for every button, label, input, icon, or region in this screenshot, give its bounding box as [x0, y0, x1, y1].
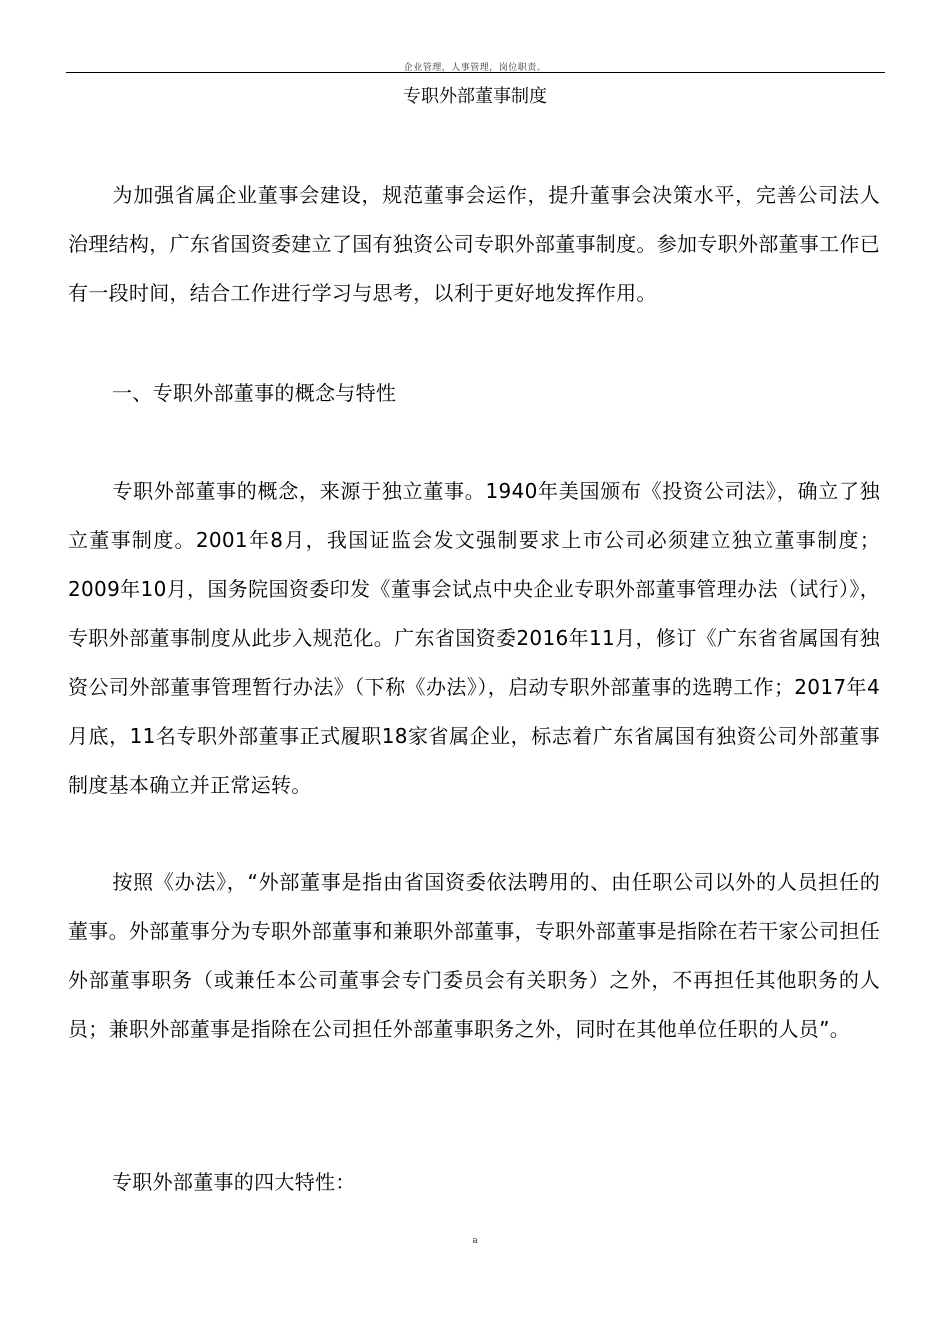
definition-paragraph: [68, 858, 880, 1054]
intro-paragraph: [68, 171, 880, 318]
features-lead: [68, 1158, 880, 1207]
running-header: 企业管理，人事管理，岗位职责。: [403, 63, 547, 73]
features-lead-text: 专职外部董事的四大特性：: [112, 1170, 356, 1194]
section-heading-text: 一、专职外部董事的概念与特性: [112, 381, 397, 405]
page-marker: a: [472, 1236, 478, 1246]
definition-paragraph-text: 按照《办法》，“外部董事是指由省国资委依法聘用的、由任职公司以外的人员担任的董事。外部董事分为专职外部董事和兼职外部董事，专职外部董事是指除在若干家公司担任外部董事职务（或兼任本公司董事会专门委员会有关职务）之外，不再担任其他职务的人员；兼职外部董事是指除在公司担任外部董事职务之外，同时在其他单位任职的人员”。: [68, 870, 880, 1041]
intro-paragraph-text: 为加强省属企业董事会建设，规范董事会运作，提升董事会决策水平，完善公司法人治理结构，广东省国资委建立了国有独资公司专职外部董事制度。参加专职外部董事工作已有一段时间，结合工作进行学习与思考，以利于更好地发挥作用。: [68, 183, 880, 305]
document-title: 专职外部董事制度: [403, 86, 547, 107]
concept-paragraph-text: 专职外部董事的概念，来源于独立董事。1940年美国颁布《投资公司法》，确立了独立董事制度。2001年8月，我国证监会发文强制要求上市公司必须建立独立董事制度；2009年10月，国务院国资委印发《董事会试点中央企业专职外部董事管理办法（试行）》，专职外部董事制度从此步入规范化。广东省国资委2016年11月，修订《广东省省属国有独资公司外部董事管理暂行办法》（下称《办法》），启动专职外部董事的选聘工作；2017年4月底，11名专职外部董事正式履职18家省属企业，标志着广东省属国有独资公司外部董事制度基本确立并正常运转。: [68, 479, 880, 797]
header-divider: [66, 72, 885, 73]
concept-paragraph: [68, 467, 880, 810]
section-heading: [68, 369, 880, 418]
